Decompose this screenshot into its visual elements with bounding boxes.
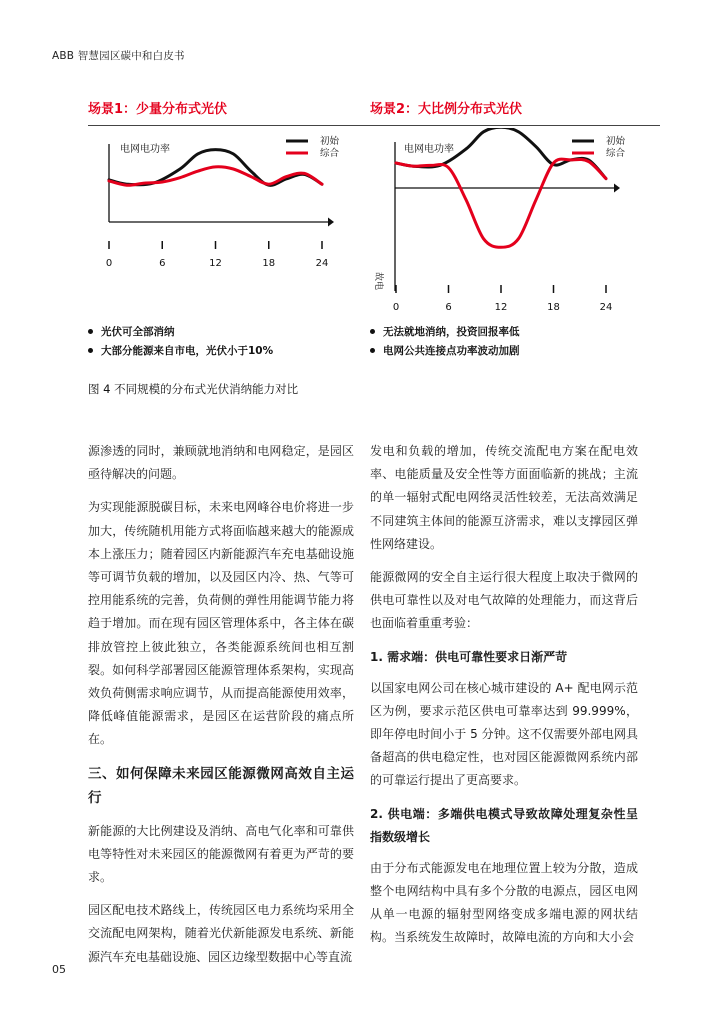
- bullet-text: 大部分能源来自市电，光伏小于10%: [101, 345, 274, 357]
- figure-1: [88, 98, 378, 126]
- chart-2: [370, 128, 660, 318]
- x-tick-label: 24: [315, 258, 329, 268]
- bullet-dot: [88, 329, 93, 334]
- paragraph: 以国家电网公司在核心城市建设的 A+ 配电网示范区为例，要求示范区供电可靠率达到 99.999%，即年停电时间小于 5 分钟。这不仅需要外部电网具备超高的供电稳定性，也对园区能源微网系统内部的可靠运行提出了更高要求。: [370, 680, 638, 788]
- chart-1-x-arrow: [328, 218, 334, 227]
- figure-2-title: 场景2：大比例分布式光伏: [370, 102, 523, 117]
- paragraph: 园区配电技术路线上，传统园区电力系统均采用全交流配电网架构，随着光伏新能源发电系统、新能源汽车充电基础设施、园区边缘型数据中心等直流: [88, 903, 354, 964]
- x-tick-label: 18: [262, 258, 276, 268]
- section-heading: 2. 供电端：多端供电模式导致故障处理复杂性呈指数级增长: [370, 806, 638, 844]
- x-tick-label: 0: [105, 258, 113, 268]
- bullet-text: 光伏可全部消纳: [101, 326, 175, 338]
- figure-1-rule: [88, 125, 378, 126]
- list-item: [88, 322, 273, 341]
- x-tick-label: 24: [599, 302, 613, 313]
- chart-2-series-label: 电网电功率: [404, 144, 454, 155]
- figure-1-title: 场景1：少量分布式光伏: [88, 102, 228, 117]
- legend-1-initial-label: 初始: [320, 136, 340, 147]
- bullet-text: 电网公共连接点功率波动加剧: [383, 345, 520, 357]
- x-tick-label: 12: [494, 302, 508, 313]
- bullet-dot: [370, 329, 375, 334]
- paragraph: 新能源的大比例建设及消纳、高电气化率和可靠供电等特性对未来园区的能源微网有着更为严苛的要求。: [88, 823, 354, 885]
- list-item: [370, 322, 520, 341]
- x-tick-label: 0: [392, 302, 400, 313]
- list-item: [88, 341, 273, 360]
- figure-2: [370, 98, 660, 126]
- legend-2-combined-label: 综合: [606, 148, 626, 159]
- x-tick-label: 18: [547, 302, 560, 313]
- section-heading: 1. 需求端：供电可靠性要求日渐严苛: [370, 649, 568, 664]
- section-heading: 三、如何保障未来园区能源微网高效自主运行: [88, 765, 354, 806]
- figure-1-bullets: [88, 322, 273, 360]
- page-number: 05: [52, 963, 66, 976]
- figure-2-rule: [370, 125, 660, 126]
- bullet-dot: [370, 348, 375, 353]
- bullet-dot: [88, 348, 93, 353]
- x-tick-label: 6: [445, 302, 452, 313]
- legend-2-initial-label: 初始: [606, 136, 626, 147]
- header-title: ABB 智慧园区碳中和白皮书: [52, 50, 185, 62]
- chart-2-ylabel-negative: 故电: [373, 272, 383, 291]
- paragraph: 发电和负载的增加，传统交流配电方案在配电效率、电能质量及安全性等方面面临新的挑战；主流的单一辐射式配电网络灵活性较差，无法高效满足不同建筑主体间的能源互济需求，难以支撑园区弹性网络建设。: [370, 444, 638, 551]
- paragraph: 由于分布式能源发电在地理位置上较为分散，造成整个电网结构中具有多个分散的电源点，园区电网从单一电源的辐射型网络变成多端电源的网状结构。当系统发生故障时，故障电流的方向和大小会: [370, 860, 638, 945]
- x-tick-label: 12: [209, 258, 222, 268]
- bullet-text: 无法就地消纳，投资回报率低: [383, 326, 520, 338]
- paragraph: 为实现能源脱碳目标，未来电网峰谷电价将进一步加大，传统随机用能方式将面临越来越大的能源成本上涨压力；随着园区内新能源汽车充电基础设施等可调节负载的增加，以及园区内冷、热、气等可控用能系统的完善，负荷侧的弹性用能调节能力将趋于增加。而在现有园区管理体系中，各主体在碳排放管控上彼此独立，各类能源系统间也相互割裂。如何科学部署园区能源管理体系架构，实现高效负荷侧需求响应调节，从而提高能源使用效率，降低峰值能源需求，是园区在运营阶段的痛点所在。: [88, 500, 354, 747]
- legend-1-combined-label: 综合: [320, 148, 340, 159]
- list-item: [370, 341, 520, 360]
- paragraph: 能源微网的安全自主运行很大程度上取决于微网的供电可靠性以及对电气故障的处理能力，而这背后也面临着重重考验：: [370, 570, 638, 631]
- chart-2-x-arrow: [614, 184, 620, 193]
- figure-2-bullets: [370, 322, 520, 360]
- right-column: [370, 440, 638, 959]
- x-tick-label: 6: [159, 258, 166, 268]
- figure-caption: 图 4 不同规模的分布式光伏消纳能力对比: [88, 382, 299, 396]
- chart-1: [88, 128, 378, 268]
- paragraph: 源渗透的同时，兼顾就地消纳和电网稳定，是园区亟待解决的问题。: [88, 444, 354, 482]
- left-column: [88, 440, 354, 979]
- series-combined-line: [109, 167, 322, 185]
- chart-1-series-label: 电网电功率: [120, 144, 170, 155]
- series-combined-line: [396, 159, 606, 247]
